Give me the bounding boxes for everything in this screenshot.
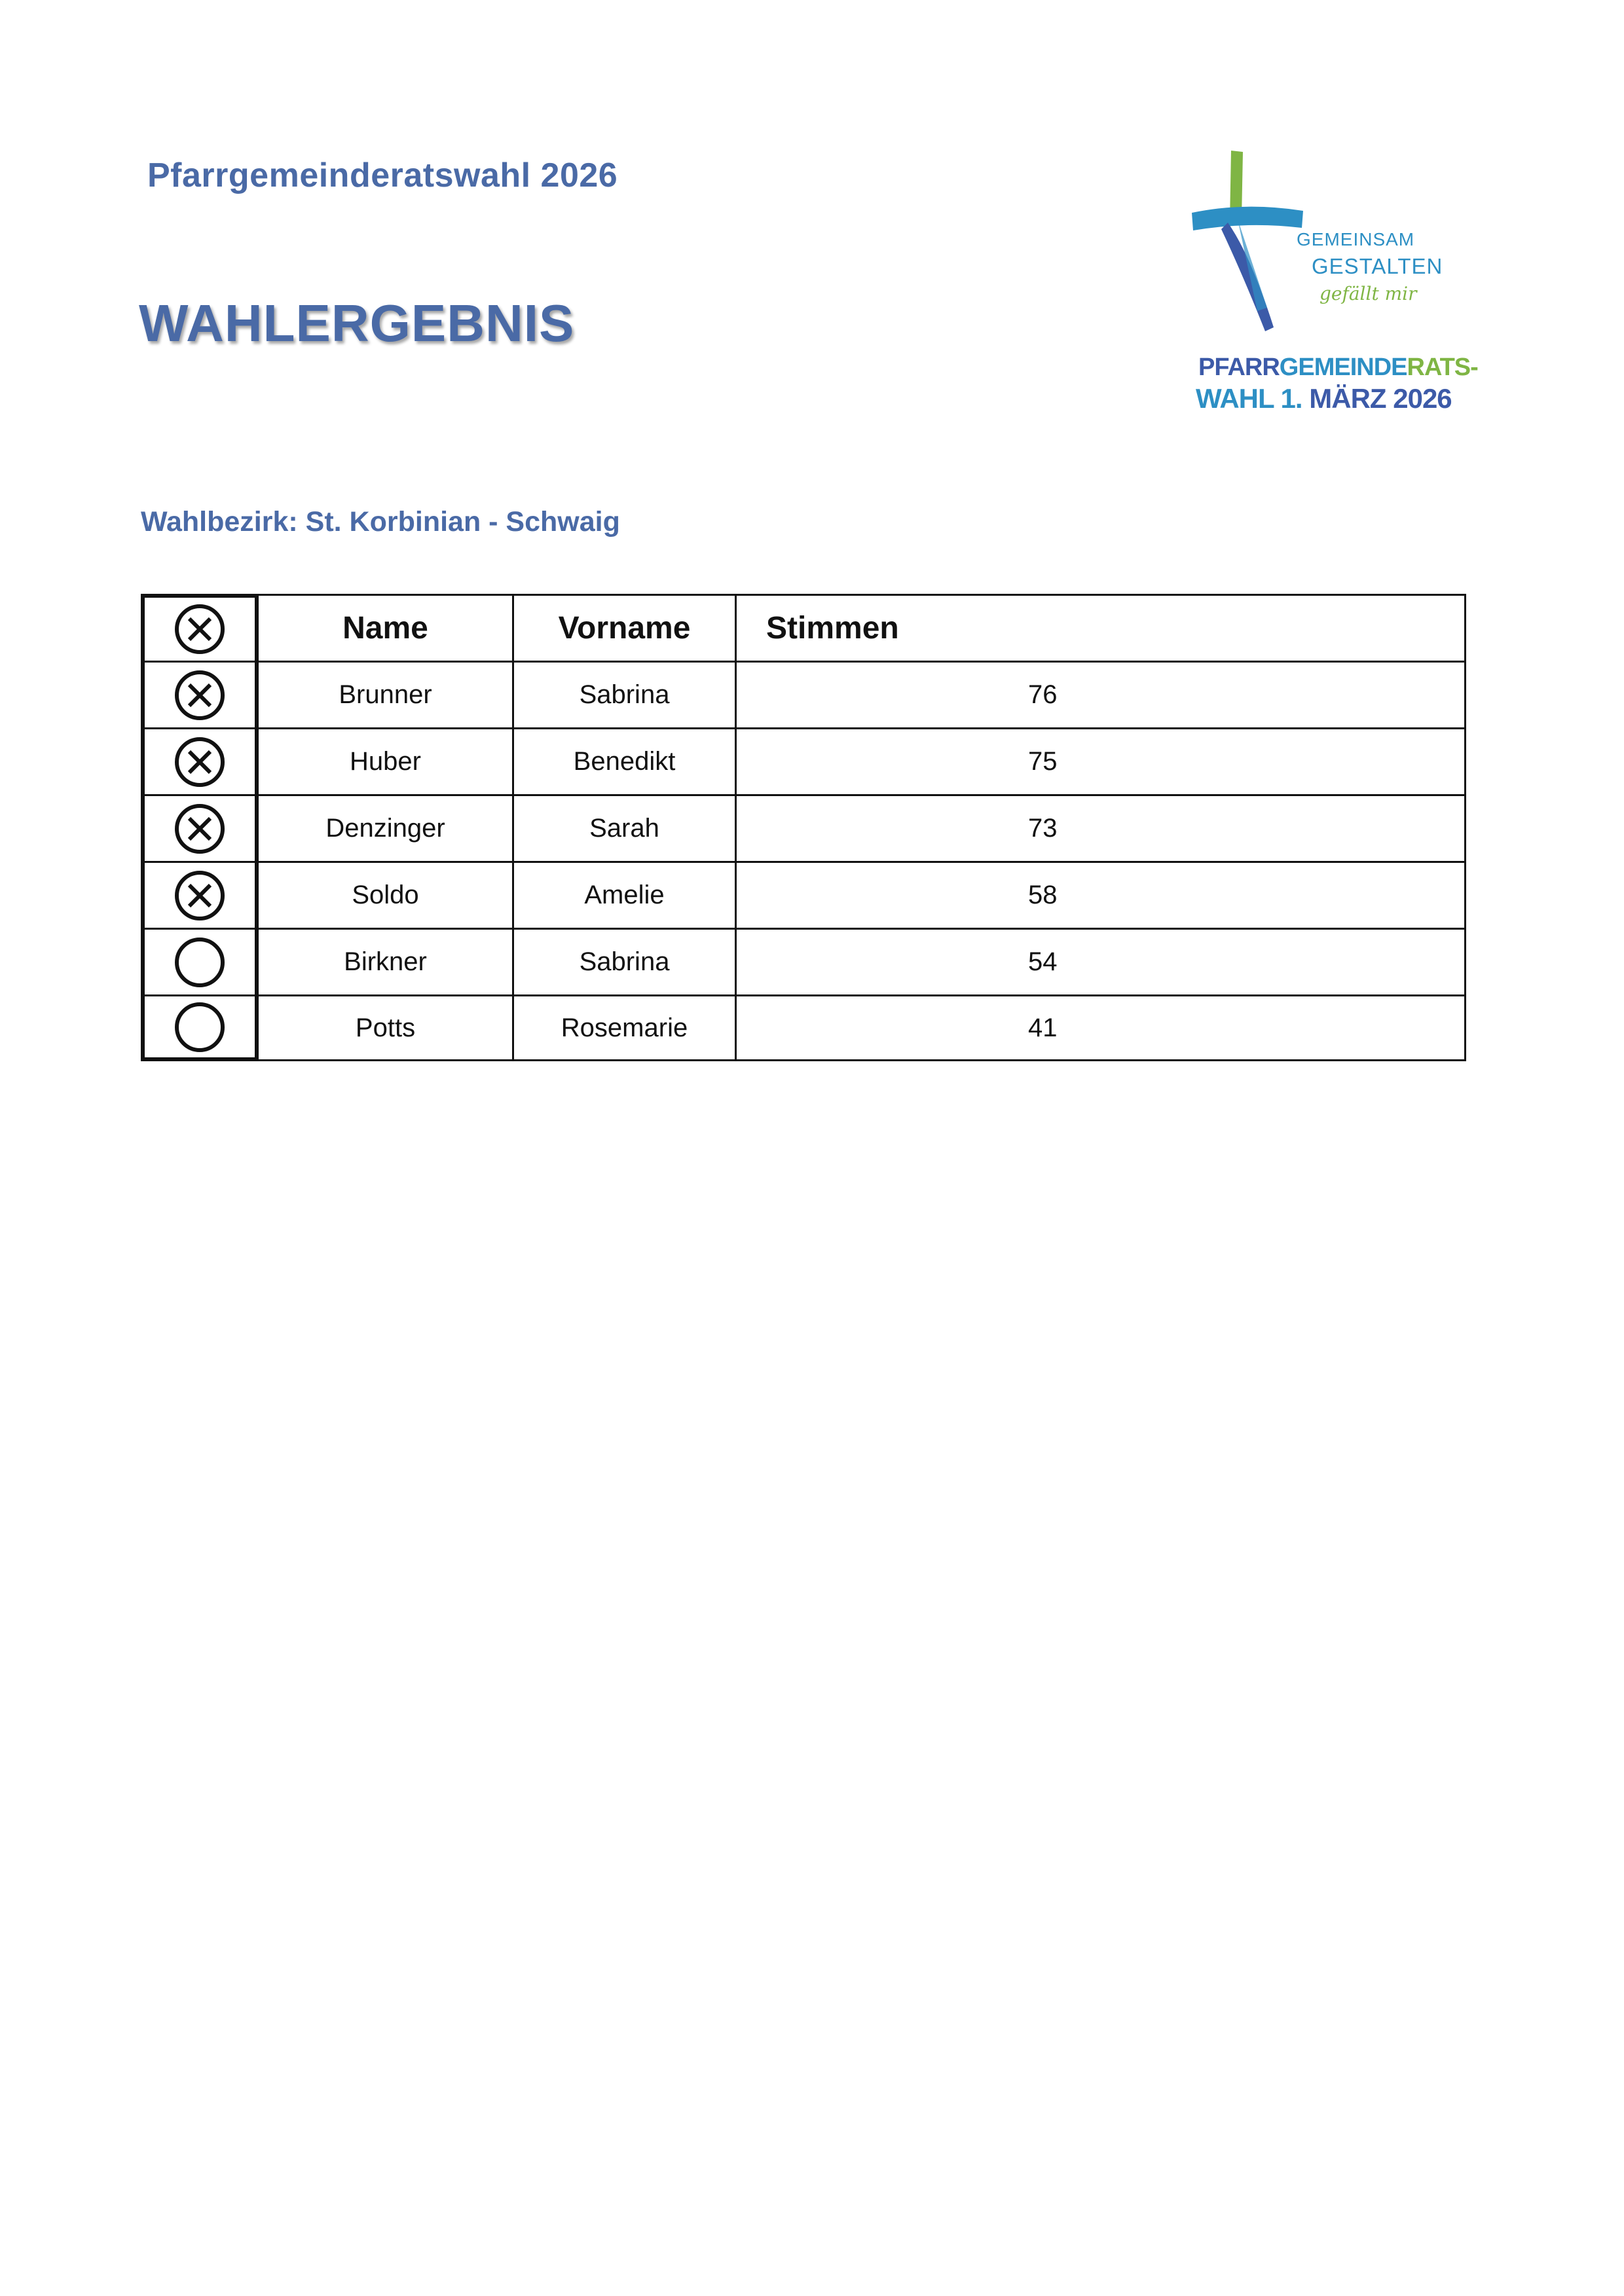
mark-cell [141, 661, 259, 727]
mark-cell [141, 861, 259, 928]
candidate-vorname: Amelie [514, 861, 737, 928]
page-title: WAHLERGEBNIS [139, 294, 575, 352]
mark-cell [141, 928, 259, 994]
election-district: Wahlbezirk: St. Korbinian - Schwaig [141, 506, 620, 538]
candidate-stimmen: 73 [737, 794, 1466, 861]
table-row [141, 727, 1470, 794]
candidate-name: Brunner [259, 661, 514, 727]
empty-circle-icon [173, 936, 227, 989]
candidate-name: Huber [259, 727, 514, 794]
logo-text-gemeinsam: GEMEINSAM [1297, 229, 1415, 249]
candidate-vorname: Sarah [514, 794, 737, 861]
logo-tagline: gefällt mir [1320, 283, 1417, 304]
results-table [141, 594, 1470, 1061]
logo-text-gestalten: GESTALTEN [1312, 254, 1443, 278]
candidate-name: Soldo [259, 861, 514, 928]
table-row [141, 928, 1470, 994]
candidate-stimmen: 75 [737, 727, 1466, 794]
circle-x-icon [173, 869, 227, 922]
circle-x-icon [173, 735, 227, 789]
candidate-stimmen: 58 [737, 861, 1466, 928]
circle-x-icon [173, 602, 227, 656]
table-header-row [141, 594, 1470, 661]
candidate-stimmen: 41 [737, 994, 1466, 1061]
table-row [141, 994, 1470, 1061]
candidate-name: Birkner [259, 928, 514, 994]
empty-circle-icon [173, 1000, 227, 1054]
column-header-vorname: Vorname [514, 594, 737, 661]
logo-election-line-1: PFARRGEMEINDERATS- [1198, 354, 1478, 381]
mark-cell [141, 727, 259, 794]
candidate-vorname: Sabrina [514, 661, 737, 727]
candidate-name: Denzinger [259, 794, 514, 861]
mark-cell [141, 994, 259, 1061]
candidate-stimmen: 76 [737, 661, 1466, 727]
election-logo [1192, 151, 1478, 426]
table-row [141, 794, 1470, 861]
circle-x-icon [173, 802, 227, 856]
logo-election-line-2: WAHL 1. MÄRZ 2026 [1196, 383, 1452, 414]
mark-cell [141, 794, 259, 861]
circle-x-icon [173, 668, 227, 722]
candidate-name: Potts [259, 994, 514, 1061]
table-row [141, 661, 1470, 727]
candidate-vorname: Sabrina [514, 928, 737, 994]
header-mark-cell [141, 594, 259, 661]
column-header-name: Name [259, 594, 514, 661]
candidate-stimmen: 54 [737, 928, 1466, 994]
candidate-vorname: Rosemarie [514, 994, 737, 1061]
candidate-vorname: Benedikt [514, 727, 737, 794]
page-subtitle: Pfarrgemeinderatswahl 2026 [147, 156, 618, 194]
column-header-stimmen: Stimmen [737, 594, 1466, 661]
table-row [141, 861, 1470, 928]
